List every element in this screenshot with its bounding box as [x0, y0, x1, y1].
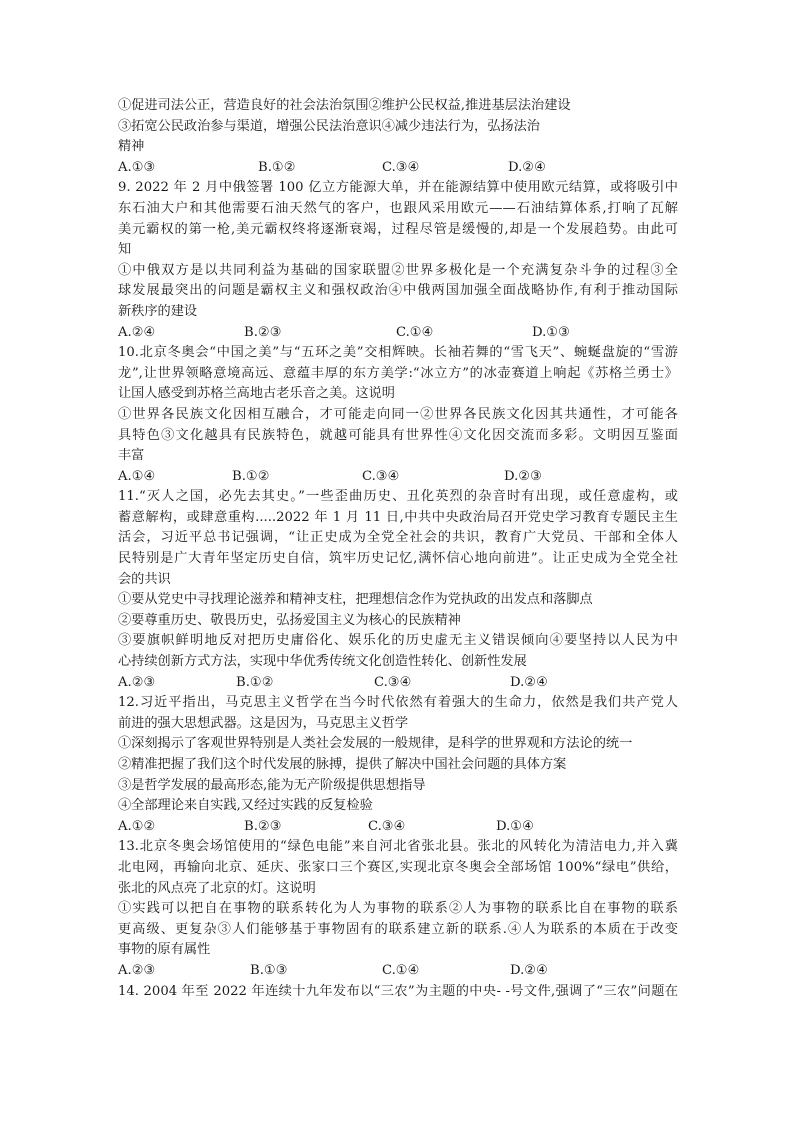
- option-b[interactable]: B.②③: [244, 324, 282, 340]
- answer-options: [118, 817, 678, 838]
- option-d[interactable]: D.②④: [510, 674, 548, 690]
- question-stem-line: 北电网，再输向北京、延庆、张家口三个赛区,实现北京冬奥会全部场馆 100%“绿电”供给，: [118, 859, 678, 875]
- answer-options: [118, 961, 678, 982]
- option-b[interactable]: B.①②: [232, 468, 270, 484]
- question-stem-line: 民特别是广大青年坚定历史自信，筑牢历史记忆,满怀信心地向前进”。让正史成为全党全社: [118, 551, 678, 567]
- question-13: [118, 837, 678, 981]
- question-stem-line: 东石油大户和其他需要石油天然气的客户，也跟风采用欧元——石油结算体系,打响了瓦解: [118, 200, 678, 216]
- question-12: [118, 693, 678, 837]
- statement-line: ④全部理论来自实践,又经过实践的反复检验: [118, 798, 373, 814]
- statement-line: ①深刻揭示了客观世界特别是人类社会发展的一般规律，是科学的世界观和方法论的统一: [118, 736, 633, 752]
- question-stem-line: 13.北京冬奥会场馆使用的“绿色电能”来自河北省张北县。张北的风转化为清洁电力,并入冀: [118, 839, 678, 855]
- statement-line: ①中俄双方是以共同利益为基础的国家联盟②世界多极化是一个充满复杂斗争的过程③全: [118, 262, 678, 278]
- option-d[interactable]: D.②③: [504, 468, 542, 484]
- exam-page: [118, 96, 678, 1002]
- option-d[interactable]: D.①④: [496, 818, 534, 834]
- option-b[interactable]: B.①②: [236, 674, 274, 690]
- statement-line: ②精准把握了我们这个时代发展的脉搏，提供了解决中国社会问题的具体方案: [118, 757, 567, 772]
- statement-line: ③要旗帜鲜明地反对把历史庸俗化、娱乐化的历史虚无主义错误倾向④要坚持以人民为中: [118, 633, 678, 649]
- question-14: [118, 982, 678, 1003]
- statement-line: ③拓宽公民政治参与渠道，增强公民法治意识④减少违法行为，弘扬法治: [118, 118, 540, 134]
- option-c[interactable]: C.③④: [382, 159, 420, 175]
- option-a[interactable]: A.②③: [118, 674, 156, 690]
- answer-options: [118, 467, 678, 488]
- answer-options: [118, 673, 678, 694]
- option-d[interactable]: D.②④: [510, 962, 548, 978]
- option-b[interactable]: B.①②: [258, 159, 296, 175]
- option-c[interactable]: C.③④: [374, 674, 412, 690]
- statement-line: ②要尊重历史、敬畏历史，弘扬爱国主义为核心的民族精神: [118, 612, 461, 628]
- question-stem-line: 活会，习近平总书记强调，“让正史成为全党全社会的共识，教育广大党员、干部和全体人: [118, 530, 678, 546]
- question-stem-line: 美元霸权的第一枪,美元霸权终将逐渐衰竭，过程尽管是缓慢的,却是一个发展趋势。由此可: [118, 221, 678, 237]
- question-stem-line: 10.北京冬奥会“中国之美”与“五环之美”交相辉映。长袖若舞的“雪飞天”、蜿蜒盘旋的“雪游: [118, 345, 678, 361]
- statement-line: 新秩序的建设: [118, 303, 198, 319]
- question-stem-line: 龙”,让世界领略意境高远、意蕴丰厚的东方美学:“冰立方”的冰壶赛道上响起《苏格兰勇士》: [118, 365, 678, 381]
- question-stem-line: 知: [118, 242, 132, 258]
- option-a[interactable]: A.①④: [118, 468, 156, 484]
- option-a[interactable]: A.①③: [118, 159, 156, 175]
- statement-line: ①世界各民族文化因相互融合，才可能走向同一②世界各民族文化因其共通性，才可能各: [118, 406, 678, 422]
- question-stem-line: 14. 2004 年至 2022 年连续十九年发布以“三农”为主题的中央- -号文件,强调了“三农”问题在: [118, 983, 678, 999]
- answer-options: [118, 323, 678, 344]
- statement-line: ①要从党史中寻找理论滋养和精神支柱，把理想信念作为党执政的出发点和落脚点: [118, 592, 593, 608]
- statement-line: 心持续创新方式方法，实现中华优秀传统文化创造性转化、创新性发展: [118, 654, 527, 670]
- question-stem-line: 12.习近平指出，马克思主义哲学在当今时代依然有着强大的生命力，依然是我们共产党人: [118, 695, 678, 711]
- statement-line: ③是哲学发展的最高形态,能为无产阶级提供思想指导: [118, 777, 426, 793]
- statement-line: ①实践可以把自在事物的联系转化为人为事物的联系②人为事物的联系比自在事物的联系: [118, 901, 678, 917]
- question-stem-line: 张北的风点亮了北京的灯。这说明: [118, 880, 316, 896]
- question-10: [118, 343, 678, 487]
- question-stem-line: 9. 2022 年 2 月中俄签署 100 亿立方能源大单，并在能源结算中使用欧元结算，或将吸引中: [118, 180, 678, 196]
- question-9: [118, 178, 678, 343]
- statement-line: 更高级、更复杂③人们能够基于事物固有的联系建立新的联系.④人为联系的本质在于改变: [118, 921, 678, 937]
- option-d[interactable]: D.②④: [508, 159, 546, 175]
- option-a[interactable]: A.②③: [118, 962, 156, 978]
- statement-line: ①促进司法公正，营造良好的社会法治氛围②维护公民权益,推进基层法治建设: [118, 98, 571, 113]
- option-a[interactable]: A.①②: [118, 818, 156, 834]
- answer-options: [118, 158, 678, 179]
- question-stem-line: 前进的强大思想武器。这是因为，马克思主义哲学: [118, 715, 409, 731]
- option-c[interactable]: C.①④: [382, 962, 420, 978]
- statement-line: 具特色③文化越具有民族特色，就越可能具有世界性④文化因交流而多彩。文明因互鉴面: [118, 427, 678, 443]
- question-8: [118, 96, 678, 178]
- statement-line: 精神: [118, 139, 145, 155]
- statement-line: 丰富: [118, 448, 145, 464]
- statement-line: 事物的原有属性: [118, 942, 211, 958]
- option-d[interactable]: D.①③: [532, 324, 570, 340]
- question-stem-line: 11.“灭人之国，必先去其史。”一些歪曲历史、丑化英烈的杂音时有出现，或任意虚构，或: [118, 489, 678, 505]
- question-11: [118, 487, 678, 693]
- question-stem-line: 让国人感受到苏格兰高地古老乐音之美。这说明: [118, 386, 395, 402]
- option-c[interactable]: C.①④: [396, 324, 434, 340]
- question-stem-line: 蓄意解构，或肆意重构.....2022 年 1 月 11 日,中共中央政治局召开党史学习教育专题民主生: [118, 509, 678, 525]
- option-b[interactable]: B.①③: [250, 962, 288, 978]
- option-c[interactable]: C.③④: [368, 818, 406, 834]
- option-c[interactable]: C.③④: [362, 468, 400, 484]
- option-b[interactable]: B.②③: [244, 818, 282, 834]
- statement-line: 球发展最突出的问题是霸权主义和强权政治④中俄两国加强全面战略协作,有利于推动国际: [118, 283, 678, 299]
- option-a[interactable]: A.②④: [118, 324, 156, 340]
- question-stem-line: 会的共识: [118, 571, 171, 587]
